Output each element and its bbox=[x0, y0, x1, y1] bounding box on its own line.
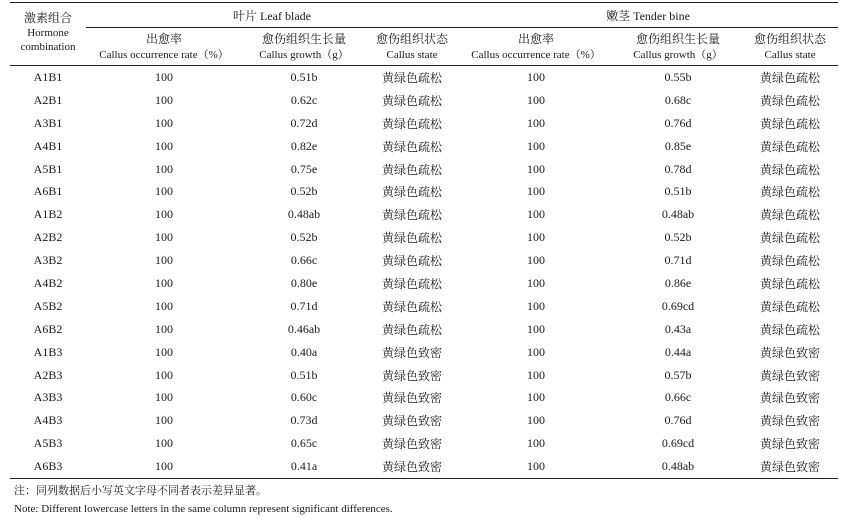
cell-bine-state: 黄绿色疏松 bbox=[760, 299, 821, 314]
cell-leaf-state: 黄绿色疏松 bbox=[382, 93, 443, 108]
cell-combination: A4B1 bbox=[33, 138, 63, 153]
cell-leaf-state: 黄绿色疏松 bbox=[382, 70, 443, 85]
cell-bine-rate: 100 bbox=[527, 344, 546, 359]
callus-data-table bbox=[10, 2, 838, 479]
header-combo-zh: 激素组合 bbox=[23, 11, 72, 25]
header-combo-en-1: Hormone bbox=[27, 27, 69, 39]
cell-bine-state: 黄绿色疏松 bbox=[760, 276, 821, 291]
cell-bine-rate: 100 bbox=[527, 207, 546, 222]
cell-leaf-rate: 100 bbox=[86, 455, 242, 478]
table-row bbox=[10, 341, 838, 364]
cell-leaf-growth: 0.82e bbox=[290, 138, 318, 153]
cell-bine-growth: 0.71d bbox=[664, 253, 692, 268]
cell-bine-state: 黄绿色疏松 bbox=[760, 93, 821, 108]
cell-combination: A6B1 bbox=[33, 184, 63, 199]
header-leaf-growth bbox=[242, 28, 366, 66]
table-row bbox=[10, 135, 838, 158]
header-bine-state bbox=[742, 28, 838, 66]
cell-bine-rate: 100 bbox=[527, 69, 546, 84]
cell-combination: A1B3 bbox=[33, 344, 63, 359]
cell-bine-growth: 0.55b bbox=[664, 69, 692, 84]
table-row bbox=[10, 249, 838, 272]
header-state-en: Callus state bbox=[764, 49, 816, 61]
cell-bine-state: 黄绿色疏松 bbox=[760, 322, 821, 337]
cell-leaf-growth: 0.72d bbox=[290, 115, 318, 130]
table-notes bbox=[14, 482, 393, 518]
cell-leaf-rate: 100 bbox=[155, 413, 173, 428]
cell-leaf-growth: 0.51b bbox=[290, 69, 318, 84]
note-en: Note: Different lowercase letters in the same column represent significant differences. bbox=[14, 503, 393, 515]
table-row bbox=[10, 364, 838, 387]
table-row bbox=[10, 432, 838, 455]
cell-leaf-state: 黄绿色疏松 bbox=[382, 208, 443, 223]
cell-bine-growth: 0.76d bbox=[664, 413, 692, 428]
header-growth-zh: 愈伤组织生长量 bbox=[636, 32, 721, 46]
cell-leaf-state: 黄绿色疏松 bbox=[382, 185, 443, 200]
data-table-container bbox=[10, 2, 838, 479]
cell-combination: A4B3 bbox=[33, 413, 63, 428]
cell-leaf-growth: 0.41a bbox=[242, 455, 366, 478]
cell-leaf-rate: 100 bbox=[155, 275, 173, 290]
cell-leaf-rate: 100 bbox=[155, 161, 173, 176]
cell-bine-state: 黄绿色致密 bbox=[760, 437, 821, 452]
table-row bbox=[10, 318, 838, 341]
cell-bine-rate: 100 bbox=[527, 230, 546, 245]
cell-bine-rate: 100 bbox=[527, 367, 546, 382]
table-row bbox=[10, 295, 838, 318]
cell-leaf-rate: 100 bbox=[155, 92, 173, 107]
cell-leaf-state: 黄绿色疏松 bbox=[382, 254, 443, 269]
cell-bine-growth: 0.76d bbox=[664, 115, 692, 130]
table-row bbox=[10, 89, 838, 112]
cell-leaf-state: 黄绿色疏松 bbox=[382, 139, 443, 154]
header-bine-rate bbox=[458, 28, 614, 66]
cell-bine-state: 黄绿色疏松 bbox=[760, 231, 821, 246]
cell-leaf-rate: 100 bbox=[155, 344, 173, 359]
table-row bbox=[10, 203, 838, 226]
cell-bine-rate: 100 bbox=[527, 253, 546, 268]
cell-leaf-growth: 0.40a bbox=[290, 344, 318, 359]
table-row bbox=[10, 272, 838, 295]
cell-bine-state: 黄绿色疏松 bbox=[760, 70, 821, 85]
cell-bine-state: 黄绿色疏松 bbox=[760, 116, 821, 131]
cell-leaf-rate: 100 bbox=[155, 298, 173, 313]
cell-bine-state: 黄绿色疏松 bbox=[760, 139, 821, 154]
cell-leaf-state: 黄绿色疏松 bbox=[382, 116, 443, 131]
header-rate-en: Callus occurrence rate（%） bbox=[99, 49, 229, 61]
cell-bine-state: 黄绿色致密 bbox=[760, 414, 821, 429]
cell-bine-growth: 0.48ab bbox=[614, 455, 742, 478]
cell-bine-rate: 100 bbox=[527, 161, 546, 176]
cell-leaf-growth: 0.66c bbox=[290, 253, 318, 268]
cell-bine-rate: 100 bbox=[527, 390, 546, 405]
cell-combination: A5B2 bbox=[33, 298, 63, 313]
cell-leaf-rate: 100 bbox=[155, 390, 173, 405]
cell-combination: A1B1 bbox=[33, 69, 63, 84]
cell-leaf-growth: 0.80e bbox=[290, 275, 318, 290]
cell-leaf-rate: 100 bbox=[155, 184, 173, 199]
header-rate-zh: 出愈率 bbox=[518, 32, 555, 46]
cell-bine-growth: 0.51b bbox=[664, 184, 692, 199]
cell-bine-rate: 100 bbox=[527, 413, 546, 428]
cell-leaf-state: 黄绿色致密 bbox=[382, 391, 443, 406]
cell-leaf-growth: 0.51b bbox=[290, 367, 318, 382]
header-growth-zh: 愈伤组织生长量 bbox=[261, 32, 346, 46]
cell-combination: A5B3 bbox=[33, 436, 63, 451]
cell-leaf-state: 黄绿色疏松 bbox=[382, 322, 443, 337]
cell-bine-growth: 0.44a bbox=[664, 344, 692, 359]
table-row bbox=[10, 66, 838, 89]
cell-combination: A4B2 bbox=[33, 275, 63, 290]
cell-bine-growth: 0.48ab bbox=[661, 207, 695, 222]
table-row bbox=[10, 158, 838, 181]
cell-leaf-state: 黄绿色致密 bbox=[382, 437, 443, 452]
table-row bbox=[10, 409, 838, 432]
cell-leaf-growth: 0.75e bbox=[290, 161, 318, 176]
table-row bbox=[10, 112, 838, 135]
cell-bine-growth: 0.43a bbox=[664, 321, 692, 336]
header-bine-growth bbox=[614, 28, 742, 66]
cell-bine-growth: 0.68c bbox=[664, 92, 692, 107]
cell-bine-state: 黄绿色疏松 bbox=[760, 254, 821, 269]
header-growth-en: Callus growth（g） bbox=[259, 49, 349, 61]
header-state-en: Callus state bbox=[386, 49, 438, 61]
cell-combination: A6B3 bbox=[10, 455, 86, 478]
cell-leaf-state: 黄绿色疏松 bbox=[382, 231, 443, 246]
cell-leaf-growth: 0.65c bbox=[290, 436, 318, 451]
cell-bine-rate: 100 bbox=[527, 298, 546, 313]
cell-leaf-state: 黄绿色疏松 bbox=[382, 276, 443, 291]
cell-bine-growth: 0.57b bbox=[664, 367, 692, 382]
cell-leaf-rate: 100 bbox=[155, 436, 173, 451]
cell-leaf-rate: 100 bbox=[155, 115, 173, 130]
cell-bine-growth: 0.66c bbox=[664, 390, 692, 405]
cell-combination: A2B1 bbox=[33, 92, 63, 107]
table-row bbox=[10, 226, 838, 249]
cell-leaf-growth: 0.52b bbox=[290, 230, 318, 245]
cell-leaf-rate: 100 bbox=[155, 69, 173, 84]
cell-leaf-rate: 100 bbox=[155, 138, 173, 153]
cell-leaf-rate: 100 bbox=[155, 253, 173, 268]
cell-combination: A2B3 bbox=[33, 367, 63, 382]
cell-bine-rate: 100 bbox=[527, 436, 546, 451]
cell-bine-state: 黄绿色致密 bbox=[760, 368, 821, 383]
cell-combination: A6B2 bbox=[33, 321, 63, 336]
cell-combination: A2B2 bbox=[33, 230, 63, 245]
cell-bine-state: 黄绿色疏松 bbox=[760, 185, 821, 200]
cell-bine-state: 黄绿色疏松 bbox=[760, 208, 821, 223]
cell-leaf-growth: 0.71d bbox=[290, 298, 318, 313]
cell-leaf-growth: 0.48ab bbox=[287, 207, 321, 222]
cell-combination: A3B1 bbox=[33, 115, 63, 130]
header-combo-en-2: combination bbox=[20, 41, 76, 53]
cell-leaf-state: 黄绿色疏松 bbox=[382, 299, 443, 314]
cell-leaf-rate: 100 bbox=[155, 207, 173, 222]
cell-bine-rate: 100 bbox=[527, 184, 546, 199]
cell-bine-growth: 0.69cd bbox=[661, 298, 695, 313]
cell-leaf-growth: 0.46ab bbox=[287, 321, 321, 336]
cell-bine-state: 黄绿色致密 bbox=[760, 345, 821, 360]
cell-combination: A3B3 bbox=[33, 390, 63, 405]
cell-leaf-state: 黄绿色致密 bbox=[382, 368, 443, 383]
cell-bine-growth: 0.52b bbox=[664, 230, 692, 245]
header-state-zh: 愈伤组织状态 bbox=[754, 32, 827, 46]
cell-bine-growth: 0.69cd bbox=[661, 436, 695, 451]
header-group-tender-bine: 嫩茎 Tender bine bbox=[458, 3, 838, 28]
header-leaf-rate bbox=[86, 28, 242, 66]
cell-bine-rate: 100 bbox=[458, 455, 614, 478]
cell-bine-rate: 100 bbox=[527, 138, 546, 153]
cell-leaf-rate: 100 bbox=[155, 230, 173, 245]
cell-bine-state: 黄绿色疏松 bbox=[760, 162, 821, 177]
cell-leaf-state: 黄绿色致密 bbox=[382, 414, 443, 429]
cell-leaf-rate: 100 bbox=[155, 367, 173, 382]
cell-leaf-growth: 0.60c bbox=[290, 390, 318, 405]
header-hormone-combination bbox=[10, 3, 86, 66]
header-rate-en: Callus occurrence rate（%） bbox=[471, 49, 601, 61]
header-leaf-state bbox=[366, 28, 458, 66]
cell-leaf-state: 黄绿色致密 bbox=[382, 345, 443, 360]
cell-leaf-state: 黄绿色致密 bbox=[366, 455, 458, 478]
table-row bbox=[10, 180, 838, 203]
cell-bine-rate: 100 bbox=[527, 115, 546, 130]
cell-leaf-growth: 0.73d bbox=[290, 413, 318, 428]
cell-combination: A5B1 bbox=[33, 161, 63, 176]
cell-bine-rate: 100 bbox=[527, 321, 546, 336]
cell-leaf-rate: 100 bbox=[155, 321, 173, 336]
cell-leaf-growth: 0.62c bbox=[290, 92, 318, 107]
cell-bine-growth: 0.86e bbox=[664, 275, 692, 290]
header-growth-en: Callus growth（g） bbox=[633, 49, 723, 61]
cell-bine-growth: 0.78d bbox=[664, 161, 692, 176]
table-body bbox=[10, 66, 838, 479]
cell-bine-rate: 100 bbox=[527, 275, 546, 290]
cell-combination: A3B2 bbox=[33, 253, 63, 268]
cell-leaf-state: 黄绿色疏松 bbox=[382, 162, 443, 177]
cell-combination: A1B2 bbox=[33, 207, 63, 222]
header-state-zh: 愈伤组织状态 bbox=[376, 32, 449, 46]
cell-bine-growth: 0.85e bbox=[664, 138, 692, 153]
header-rate-zh: 出愈率 bbox=[145, 32, 182, 46]
cell-bine-state: 黄绿色致密 bbox=[760, 391, 821, 406]
note-zh: 注：同列数据后小写英文字母不同者表示差异显著。 bbox=[14, 485, 267, 497]
cell-leaf-growth: 0.52b bbox=[290, 184, 318, 199]
cell-bine-state: 黄绿色致密 bbox=[742, 455, 838, 478]
header-group-leaf-blade: 叶片 Leaf blade bbox=[86, 3, 458, 28]
table-row bbox=[10, 455, 838, 478]
cell-bine-rate: 100 bbox=[527, 92, 546, 107]
table-row bbox=[10, 386, 838, 409]
